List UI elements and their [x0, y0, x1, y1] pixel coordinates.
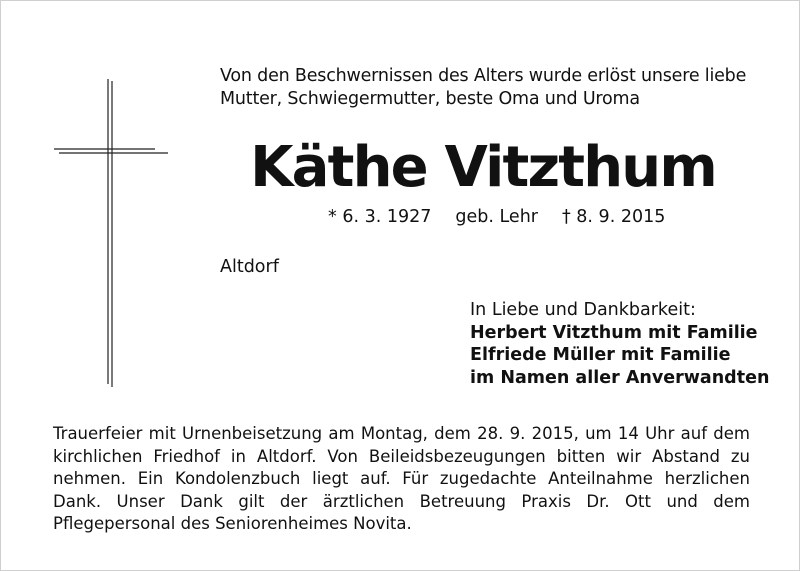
place-of-residence: Altdorf — [220, 257, 279, 277]
mourner-name: im Namen aller Anverwandten — [470, 367, 770, 388]
mourner-name: Elfriede Müller mit Familie — [470, 345, 731, 365]
intro-text — [220, 65, 780, 111]
mourners-intro: In Liebe und Dankbarkeit: — [470, 300, 696, 320]
death-date: † 8. 9. 2015 — [561, 207, 666, 227]
intro-line-2: Mutter, Schwiegermutter, beste Oma und Uroma — [220, 89, 640, 109]
mourner-name: Herbert Vitzthum mit Familie — [470, 322, 758, 343]
ceremony-details: Trauerfeier mit Urnenbeisetzung am Montag, dem 28. 9. 2015, um 14 Uhr auf dem kirchlichen Friedhof in Altdorf. Von Beileidsbezeugungen bitten wir Abstand zu nehmen. Ein Kondolenzbuch liegt auf. Für zugedachte Anteilnahme herzlichen Dank. Unser Dank gilt der ärztlichen Betreuung Praxis Dr. Ott und dem Pflegepersonal des Seniorenheimes Novita. — [53, 424, 750, 533]
mourners-block — [470, 299, 769, 389]
cross-icon — [53, 79, 171, 387]
birth-date: * 6. 3. 1927 — [328, 207, 432, 227]
maiden-name: geb. Lehr — [455, 207, 538, 227]
life-dates — [328, 206, 665, 228]
deceased-name: Käthe Vitzthum — [250, 135, 716, 200]
intro-line-1: Von den Beschwernissen des Alters wurde erlöst unsere liebe — [220, 66, 747, 86]
